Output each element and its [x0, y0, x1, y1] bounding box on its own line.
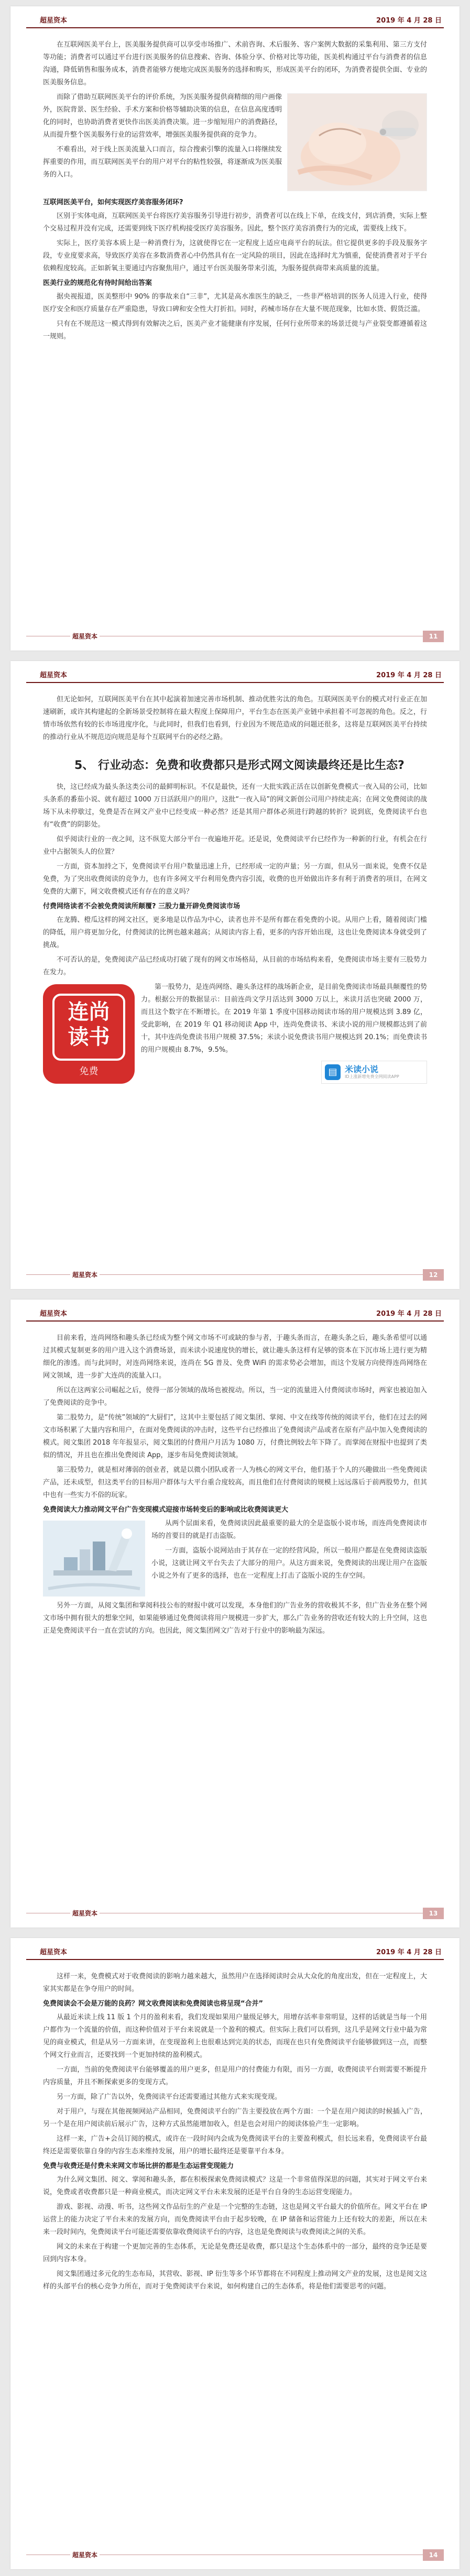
paragraph: 而除了借助互联网医美平台的评价系统，为医美服务提供商精细的用户画像外，医院背景、医生经验、手术方案和价格等辅助决策的信息，在信息高度透明化的同时，也协助消费者更快作出医美消费决策。进一步缩短用户的消费路径，从而提升整个医美服务行业的运营效率，增强医美服务提供商的竞争力。: [43, 93, 282, 139]
logo-line-2: 读书: [68, 1025, 110, 1049]
page-footer: [26, 629, 444, 645]
document-page-3: [10, 1300, 460, 1928]
paragraph: 实际上，医疗美容本质上是一种消费行为，这就使得它在一定程度上适应电商平台的玩法。但它提供更多的手段及服务字段，专业度要求高，导致医疗美容在多数消费者心中仍然具有在一定风险的项目，因此在选择时尤为慎重，促使消费者对于平台依赖程度较高。正如新氧主要通过内容聚焦用户，通过平台医美服务带来引流，为服务提供商带来高质量的流量。: [43, 239, 427, 272]
paragraph: 这样一来，免费模式对于收费阅读的影响力越来越大，虽然用户在选择阅读时会从大众化的角度出发，但在一定程度上，大家其实都是在争夺用户的时间。: [43, 1973, 427, 1993]
midu-novel-logo: [321, 1061, 427, 1084]
header-date: 2019 年 4 月 28 日: [376, 1310, 442, 1318]
footer-publisher: 超星资本: [70, 1909, 100, 1918]
paragraph: 但无论如何，互联网医美平台在其中起演着加速完善市场机制、推动优胜劣汰的角色。互联网医美平台的模式对行业正在加速刷新，或许其构建起的全新场景受控制将在最大程度上保障用户，平台生态在医美产业链中承担着不可忽视的角色。反之，行情市场依然有较的长市场进度序化，与此同时，但我们也看到，行业因为不规范造成的问题还很多，这将是互联网医美平台持续的推动行业从不规范迈向规范是每个互联网平台的必经之路。: [43, 696, 427, 741]
paragraph: 从两个层面来看，免费阅读因此最重要的最大的全是盗版小说市场，而连尚免费阅读市场的首要目的就是打击盗版。: [151, 1520, 427, 1540]
subheading: 免费与收费还是付费未来网文市场比拼的都是生态运营变现能力: [43, 2162, 234, 2170]
header-date: 2019 年 4 月 28 日: [376, 671, 442, 679]
paragraph: 只有在不规范这一模式得到有效解决之后，医美产业才能健康有序发展，任何行业所带来的场景迁徙与产业裂变都遵循着这一规则。: [43, 320, 427, 340]
paragraph: 这样一来，广告+会员订阅的模式，或许在一段时间内会成为免费阅读平台的主要盈利模式，但长远来看，免费阅读平台最终还是需要依靠自身的内容生态来维持发展，用户的增长最终还是要靠平台本身。: [43, 2135, 427, 2155]
page-footer: [26, 1267, 444, 1284]
logo-subtitle: ID上涨新增免费全网阅读APP: [345, 1074, 399, 1079]
page-number: 13: [423, 1908, 444, 1919]
page-footer: [26, 1906, 444, 1922]
page-body: [43, 1970, 427, 2295]
logo-title: 米读小说: [345, 1064, 379, 1074]
page-header: [26, 1307, 444, 1322]
footer-publisher: 超星资本: [70, 1270, 100, 1279]
books-illustration: [43, 1521, 145, 1597]
paragraph: 一方面，盗版小说网站由于其存在一定的经营风险，所以一般用户都是在免费阅读盗版小说，这就让网文平台失去了大部分的用户。从这方面来说，免费阅读的出现让用户在盗版小说之外有了更多的选择，也在一定程度上打击了盗版小说的生存空间。: [151, 1547, 427, 1580]
header-publisher: 超星资本: [40, 17, 68, 25]
paragraph: 据央视报道，医美整形中 90% 的事故来自“三非”，尤其是高水准医生的缺乏，一些非严格培训的医务人员进入行业，使得医疗安全和医疗质量存在严重隐患，导致口碑和安全性大打折扣。同时，药械市场存在大量不规范现象，比如水货、假货泛滥。: [43, 293, 427, 313]
subheading: 付费网络读者不会被免费阅读所颠覆? 三股力量开辟免费阅读市场: [43, 902, 241, 910]
header-publisher: 超星资本: [40, 1310, 68, 1318]
header-date: 2019 年 4 月 28 日: [376, 17, 442, 25]
header-date: 2019 年 4 月 28 日: [376, 1948, 442, 1956]
paragraph: 游戏、影视、动漫、听书，这些网文作品衍生的产业是一个完整的生态链，这也是网文平台最大的价值所在。网文平台在 IP 运营上的能力决定了平台未来的发展方向，而免费阅读平台由于起步较晚，在 IP 储备和运营能力上还有较大的差距，所以在未来一段时间内，免费阅读平台可能还需要依靠收费阅读平台的内容，这也是免费阅读与收费阅读之间的关系。: [43, 2203, 427, 2236]
page-body: [43, 693, 427, 1087]
paragraph: 第一股势力，是连尚网络、趣头条这样的战场新企业，是目前免费阅读市场最具颠覆性的势力。根据公开的数据显示：目前连尚文学月活达到 3000 万以上，米读月活也突破 2000 万，而且这个数字在不断增长。在 2019 年第 1 季度中国移动阅读市场的用户规模达到 3.89 亿，受此影响，在 2019 年 Q1 移动阅读 App 中，连尚免费读书、米读小说的用户规模都达到了前十，其中连尚免费读书用户规模 37.5%；米读小说免费读书用户规模达到 20.1%；而免费读书的用户规模由 8.7%，9.5%。: [141, 983, 428, 1054]
paragraph: 区别于实体电商，互联网医美平台将医疗美容服务引导进行初步，消费者可以在线上下单，在线支付，到店消费，实际上整个交易过程并没有完成，还需要到线下医疗机构接受医疗美容服务。因此，整个医疗美容消费行为的完成，需要线上线下。: [43, 212, 427, 233]
page-footer: [26, 2547, 444, 2564]
cosmetic-treatment-photo: [287, 93, 427, 191]
document-page-1: [10, 6, 460, 651]
page-header: [26, 1945, 444, 1960]
paragraph: 不可否认的是，免费阅读产品已经成功打破了现有的网文市场格局，从目前的市场结构来看，免费阅读市场主要有三股势力在发力。: [43, 956, 427, 976]
paragraph: 第三股势力，就是相对薄弱的创业者，就是以微小团队或者一人为核心的网文平台，他们基于个人的兴趣做出一些免费阅读产品，还未成型，但这类平台的目标用户群体与大平台重合度较高，而且他们在付费阅读的规模上远远落后于前两股势力，但其中也有一些实力不俗的玩家。: [43, 1466, 427, 1499]
paragraph: 从最近米读上线 11 版 1 个月的盈利来看，我们发现如果用户量级足够大，用增存活率非常明显，这样的话就是当每一个用户都作为一个流量的价值，而这种价值对于平台来说就是一个盈利的模式。但实际上我们可以看到，这几乎是网文行业中最为常见的商业模式，但是从另一方面来讲，在变现盈利上也很难达到完美的状态，而现在也只有免费阅读平台能够做到这一点，而整个网文行业而言，还要找到一个更加持续的盈利模式。: [43, 2013, 427, 2059]
page-header: [26, 668, 444, 683]
paragraph: 第二股势力，是“传统”领域的“大厨们”，这其中主要包括了阅文集团、掌阅、中文在线等传统的阅读平台，他们在过去的网文市场积累了大量内容和用户，在面对免费阅读的冲击时，这些平台已经推出了免费阅读产品或者在原有产品中加入免费阅读的模式。阅文集团 2018 年年报显示，阅文集团的付费用户月活为 1080 万，付费比例较去年下降了。而掌阅在财报中也提到了类似的情况，并且也在推出免费阅读 App，逐步布局免费阅读领域。: [43, 1414, 427, 1459]
paragraph: 似乎阅读行业的一夜之间，这不纵览大部分平台一夜遍地开花。还是说，免费阅读平台已经作为一种新的行业，有机会在行业中占据领头人的位置？: [43, 835, 427, 856]
paragraph: 对于用户，与现在其他视频网站产品相同，免费阅读平台的广告主要投放在两个方面：一个是在用户阅读的时候插入广告，另一个是在用户阅读前后展示广告，这种方式虽然能增加收入，但是也会对用户的阅读体验产生一定影响。: [43, 2108, 427, 2128]
paragraph: 目前来看，连尚网络和趣头条已经成为整个网文市场不可或缺的参与者，于趣头条而言，在趣头条之后，趣头条希望可以通过其模式复制更多的用户进入这个消费场景，而米读小说速度快的增长，就让趣头条这样有足够的资本在下沉市场上进行更为精细化的渗透。而与此同时，对连尚网络来说，连尚在 5G 普及、免费 WiFi 的需求势必会增加，而这个发展方向使得连尚网络在网文领域，进一步扩大连尚的流量入口。: [43, 1334, 427, 1380]
header-publisher: 超星资本: [40, 1948, 68, 1956]
paragraph: 快，这已经成为最头条这类公司的最鲜明标识。不仅是最快，还有一大批实践正活在以创新免费模式一夜入局的公司，比如头条系的番茄小说、就有超过 1000 万日活跃用户的用户，这批“一夜入局”的网文新创公司用户持续走高；在网文免费阅读的战场下从未停歇过，免费是否在网文产业中已经变成一种必然？还是其用户群体必须进行跨越的转折？说到底，免费阅读平台也有“收费”的阴影处。: [43, 783, 427, 829]
page-number: 11: [423, 631, 444, 642]
paragraph: 另一方面，除了广告以外，免费阅读平台还需要通过其他方式来实现变现。: [57, 2093, 282, 2101]
subheading: 医美行业的规范化有待时间给出答案: [43, 279, 152, 287]
paragraph: 为什么网文集团、阅文、掌阅和趣头条，都在积极探索免费阅读模式？这是一个非常值得深思的问题，其实对于网文平台来说，免费或者收费都只是一种商业模式，而决定网文平台未来发展的还是平台自身的生态运营变现能力。: [43, 2176, 427, 2196]
page-body: [43, 1332, 427, 1639]
page-header: [26, 14, 444, 28]
section-title: 5、 行业动态：免费和收费都只是形式网文阅读最终还是比生态?: [74, 759, 405, 772]
paragraph: 不难看出，对于线上医美流量入口而言，综合搜索引擎的流量入口将继续发挥重要的作用，而互联网医美平台的用户对平台的粘性较强，将逐渐成为医美服务的入口。: [43, 146, 282, 179]
logo-line-1: 连尚: [68, 1000, 110, 1024]
subheading: 免费阅读会不会是万能的良药？网文收费阅读和免费阅读也将呈现“合并”: [43, 2000, 264, 2008]
document-page-2: [10, 661, 460, 1289]
document-page-4: [10, 1938, 460, 2569]
lianshang-reader-logo: [43, 984, 135, 1084]
page-number: 12: [423, 1269, 444, 1281]
paragraph: 另外一方面，从阅文集团和掌阅科技公布的财报中就可以发现，本身他们的广告业务的营收极其不多，但广告业务在整个网文市场中拥有很大的想象空间，如果能够通过免费阅读将用户规模进一步扩大，那么广告业务的营收还有较大的上升空间，这也正是免费阅读平台一直在尝试的方向。也因此，阅文集团网文广告对于行业中的影响最为深远。: [43, 1602, 427, 1635]
page-number: 14: [423, 2549, 444, 2561]
subheading: 免费阅读大力推动网文平台广告变现模式迎接市场转变后的影响或比收费阅读更大: [43, 1506, 289, 1514]
paragraph: 在互联网医美平台上，医美服务提供商可以享受市场推广、术前咨询、术后服务、客户案例大数据的采集利用、第三方支付等功能；消费者可以通过平台进行医美服务的信息搜索、咨询、体验分享、价格对比等功能，医美机构通过平台与消费者的信息沟通，降低销售和服务成本，消费者能够方便地完成医美服务的选择和购买，形成医美平台的闭环，为消费者提供全面、专业的医美服务信息。: [43, 41, 427, 86]
footer-publisher: 超星资本: [70, 632, 100, 641]
paragraph: 一方面，当前的免费阅读平台能够覆盖的用户更多，但是用户的付费能力有限，而另一方面，收费阅读平台则需要不断提升内容质量，并且不断探索更多的变现方式。: [43, 2066, 427, 2086]
paragraph: 一方面，资本加持之下，免费阅读平台用户数量迅速上升，已经形成一定的声量；另一方面，但从另一面来说，免费不仅是免费，为了突出收费阅读的竞争力，也有许多网文平台利用免费内容引流，收费的也开始做出许多有利于消费者的项目，在网文免费的大潮下，网文收费模式还有存在的意义吗？: [43, 863, 427, 896]
paragraph: 阅文集团通过多元化的生态布局，其营收、影视、IP 衍生等多个环节都将在不同程度上推动网文产业的发展，这也是阅文这样的头部平台的核心竞争力所在，而对于免费阅读平台来说，如何构建自己的生态体系，将是他们需要思考的问题。: [43, 2270, 427, 2291]
page-body: [43, 39, 427, 345]
paragraph: 在龙腾、橙瓜这样的网文社区，更多地是以作品为中心，读者也并不是所有都在看免费的小说。从用户上看，随着阅读门槛的降低，用户将更加分化，付费阅读的比例也越来越高；从阅读内容上看，更多的内容开始出现，这也让免费阅读本身就受到了挑战。: [43, 916, 427, 949]
header-publisher: 超星资本: [40, 671, 68, 679]
logo-tagline: 免费: [79, 1066, 99, 1077]
footer-publisher: 超星资本: [70, 2550, 100, 2559]
book-icon: ▤: [325, 1064, 341, 1080]
paragraph: 网文的未来在于构建一个更加完善的生态体系，无论是免费还是收费，都只是这个生态体系中的一部分，最终的竞争还是要回到内容本身。: [43, 2243, 427, 2263]
paragraph: 所以在这两家公司崛起之后，使得一部分领域的战场也被搅动。所以，当一定的流量进入付费阅读市场时，两家也被迫加入了免费阅读的竞争中。: [43, 1386, 427, 1407]
subheading: 互联网医美平台，如何实现医疗美容服务闭环?: [43, 199, 183, 206]
